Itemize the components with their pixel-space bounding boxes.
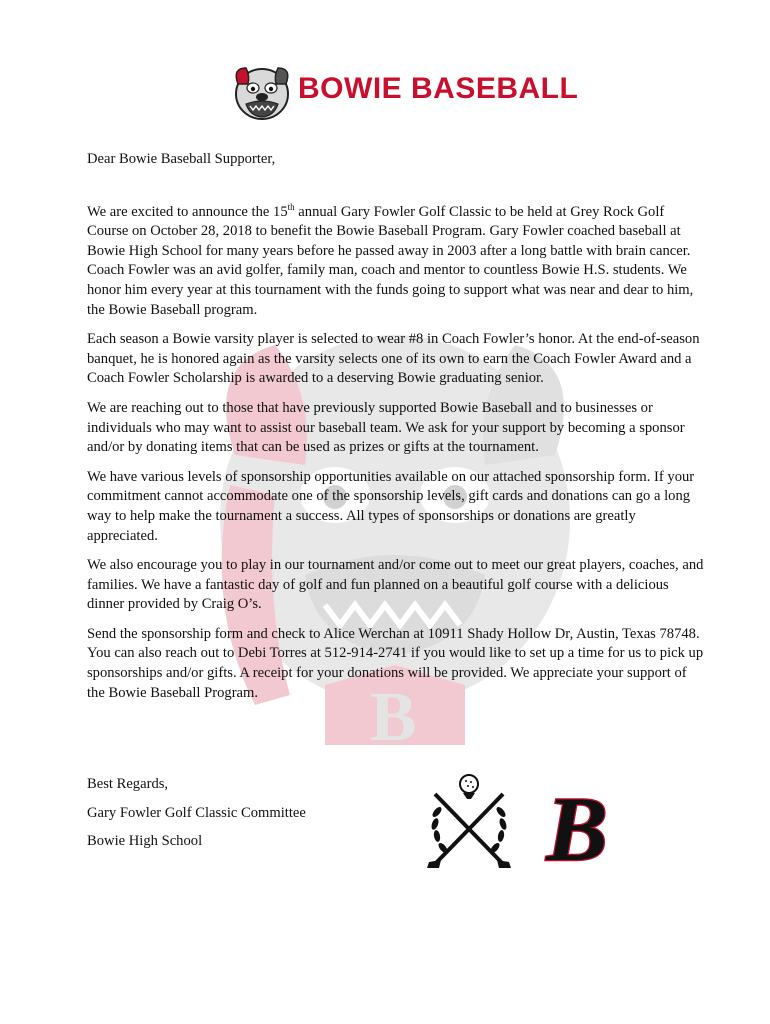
paragraph-5: We also encourage you to play in our tournament and/or come out to meet our great players, coaches, and families. We have a fantastic day of golf and fun planned on a beautiful golf course with a delicious dinner provided by Craig O’s. — [87, 557, 704, 613]
bulldog-mascot-icon — [230, 62, 294, 122]
letterhead — [230, 62, 579, 124]
closing-committee: Gary Fowler Golf Classic Committee — [87, 804, 306, 821]
paragraph-2: Each season a Bowie varsity player is selected to wear #8 in Coach Fowler’s honor. At the end-of-season banquet, he is honored again as the varsity selects one of its own to earn the Coach Fowler Award and a Coach Fowler Scholarship is awarded to a deserving Bowie graduating senior. — [87, 331, 700, 387]
paragraph-4: We have various levels of sponsorship opportunities available on our attached sponsorship form. If your commitment cannot accommodate one of the sponsorship levels, gift cards and donations can go a long way to help make the tournament a success. All types of sponsorships or donations are greatly appreciated. — [87, 468, 695, 544]
closing-school: Bowie High School — [87, 833, 203, 850]
paragraph-1 — [87, 203, 707, 321]
closing-regards: Best Regards, — [87, 776, 169, 792]
paragraph-3: We are reaching out to those that have previously supported Bowie Baseball and to businesses or individuals who may want to assist our baseball team. We ask for your support by becoming a sponsor and/or by donating items that can be used as prizes or gifts at the tournament. — [87, 399, 685, 456]
closing-block — [87, 775, 306, 861]
svg-text:B: B — [370, 679, 417, 756]
salutation: Dear Bowie Baseball Supporter, — [87, 151, 276, 167]
crossed-golf-clubs-laurel-icon — [425, 772, 513, 872]
brand-title: BOWIE BASEBALL — [298, 72, 579, 105]
gothic-b-letter-icon — [540, 782, 614, 874]
paragraph-1-rest: annual Gary Fowler Golf Classic to be held at Grey Rock Golf Course on October 28, 2018 to benefit the Bowie Baseball Program. Gary Fowler coached baseball at Bowie High School for many years before he passed away in 2003 after a long battle with brain cancer. Coach Fowler was an avid golfer, family man, coach and mentor to countless Bowie H.S. students. We honor him every year at this tournament with the funds going to support what was near and dear to him, the Bowie Baseball program. — [87, 203, 694, 318]
svg-text:B: B — [546, 782, 608, 874]
ordinal-suffix: th — [287, 201, 295, 212]
paragraph-1-start: We are excited to announce the 15 — [87, 203, 288, 220]
letter-body — [87, 150, 707, 713]
paragraph-6: Send the sponsorship form and check to Alice Werchan at 10911 Shady Hollow Dr, Austin, Texas 78748. You can also reach out to Debi Torres at 512-914-2741 if you would like to set up a time for us to pick up sponsorships and/or gifts. A receipt for your donations will be provided. We appreciate your support of the Bowie Baseball Program. — [87, 625, 704, 701]
